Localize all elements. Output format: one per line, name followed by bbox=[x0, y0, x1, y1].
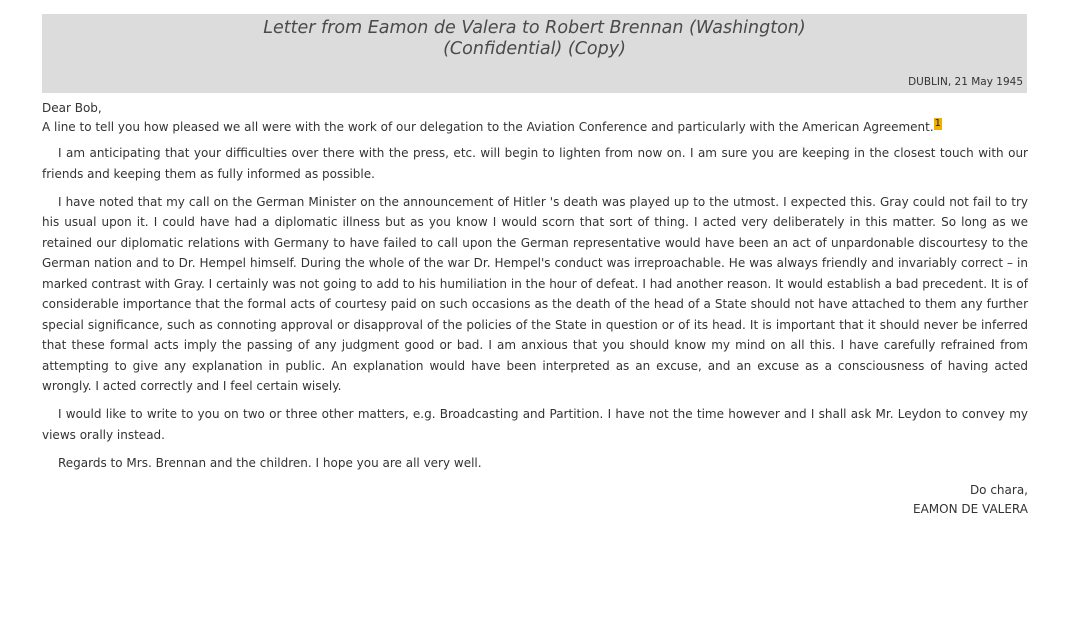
title-line-2: (Confidential) (Copy) bbox=[443, 39, 626, 59]
salutation: Dear Bob, bbox=[42, 101, 102, 115]
footnote-marker[interactable]: 1 bbox=[934, 118, 942, 129]
document-header bbox=[42, 14, 1027, 93]
dateline: DUBLIN, 21 May 1945 bbox=[908, 76, 1023, 88]
title-line-1: Letter from Eamon de Valera to Robert Brennan (Washington) bbox=[263, 18, 806, 38]
paragraph-1-text: A line to tell you how pleased we all were with the work of our delegation to the Aviation Conference and particularly with the American Agreement. bbox=[42, 120, 934, 134]
closing-phrase: Do chara, bbox=[969, 482, 1028, 497]
paragraph-4: I would like to write to you on two or three other matters, e.g. Broadcasting and Partition. I have not the time however and I shall ask Mr. Leydon to convey my views orally instead. bbox=[42, 407, 1028, 442]
paragraph-2: I am anticipating that your difficulties over there with the press, etc. will begin to lighten from now on. I am sure you are keeping in the closest touch with our friends and keeping them as fully informed as possible. bbox=[42, 146, 1028, 181]
letter-closing bbox=[42, 481, 1028, 519]
paragraph-1 bbox=[42, 117, 1028, 137]
letter-body bbox=[42, 100, 1028, 519]
paragraph-5: Regards to Mrs. Brennan and the children. I hope you are all very well. bbox=[58, 455, 482, 470]
paragraph-3: I have noted that my call on the German Minister on the announcement of Hitler 's death was played up to the utmost. I expected this. Gray could not fail to try his usual upon it. I could have had a diplomatic illness but as you know I would scorn that sort of thing. I acted very deliberately in this matter. So long as we retained our diplomatic relations with Germany to have failed to call upon the German representative would have been an act of unpardonable discourtesy to the German nation and to Dr. Hempel himself. During the whole of the war Dr. Hempel's conduct was irreproachable. He was always friendly and invariably correct – in marked contrast with Gray. I certainly was not going to add to his humiliation in the hour of defeat. I had another reason. It would establish a bad precedent. It is of considerable importance that the formal acts of courtesy paid on such occasions as the death of the head of a State should not have attached to them any further special significance, such as connoting approval or disapproval of the policies of the State in question or of its head. It is important that it should never be inferred that these formal acts imply the passing of any judgment good or bad. I am anxious that you should know my mind on all this. I have carefully refrained from attempting to give any explanation in public. An explanation would have been interpreted as an excuse, and an excuse as a consciousness of having acted wrongly. I acted correctly and I feel certain wisely. bbox=[42, 194, 1028, 393]
document-title bbox=[42, 18, 1027, 60]
signature: EAMON DE VALERA bbox=[913, 501, 1028, 516]
